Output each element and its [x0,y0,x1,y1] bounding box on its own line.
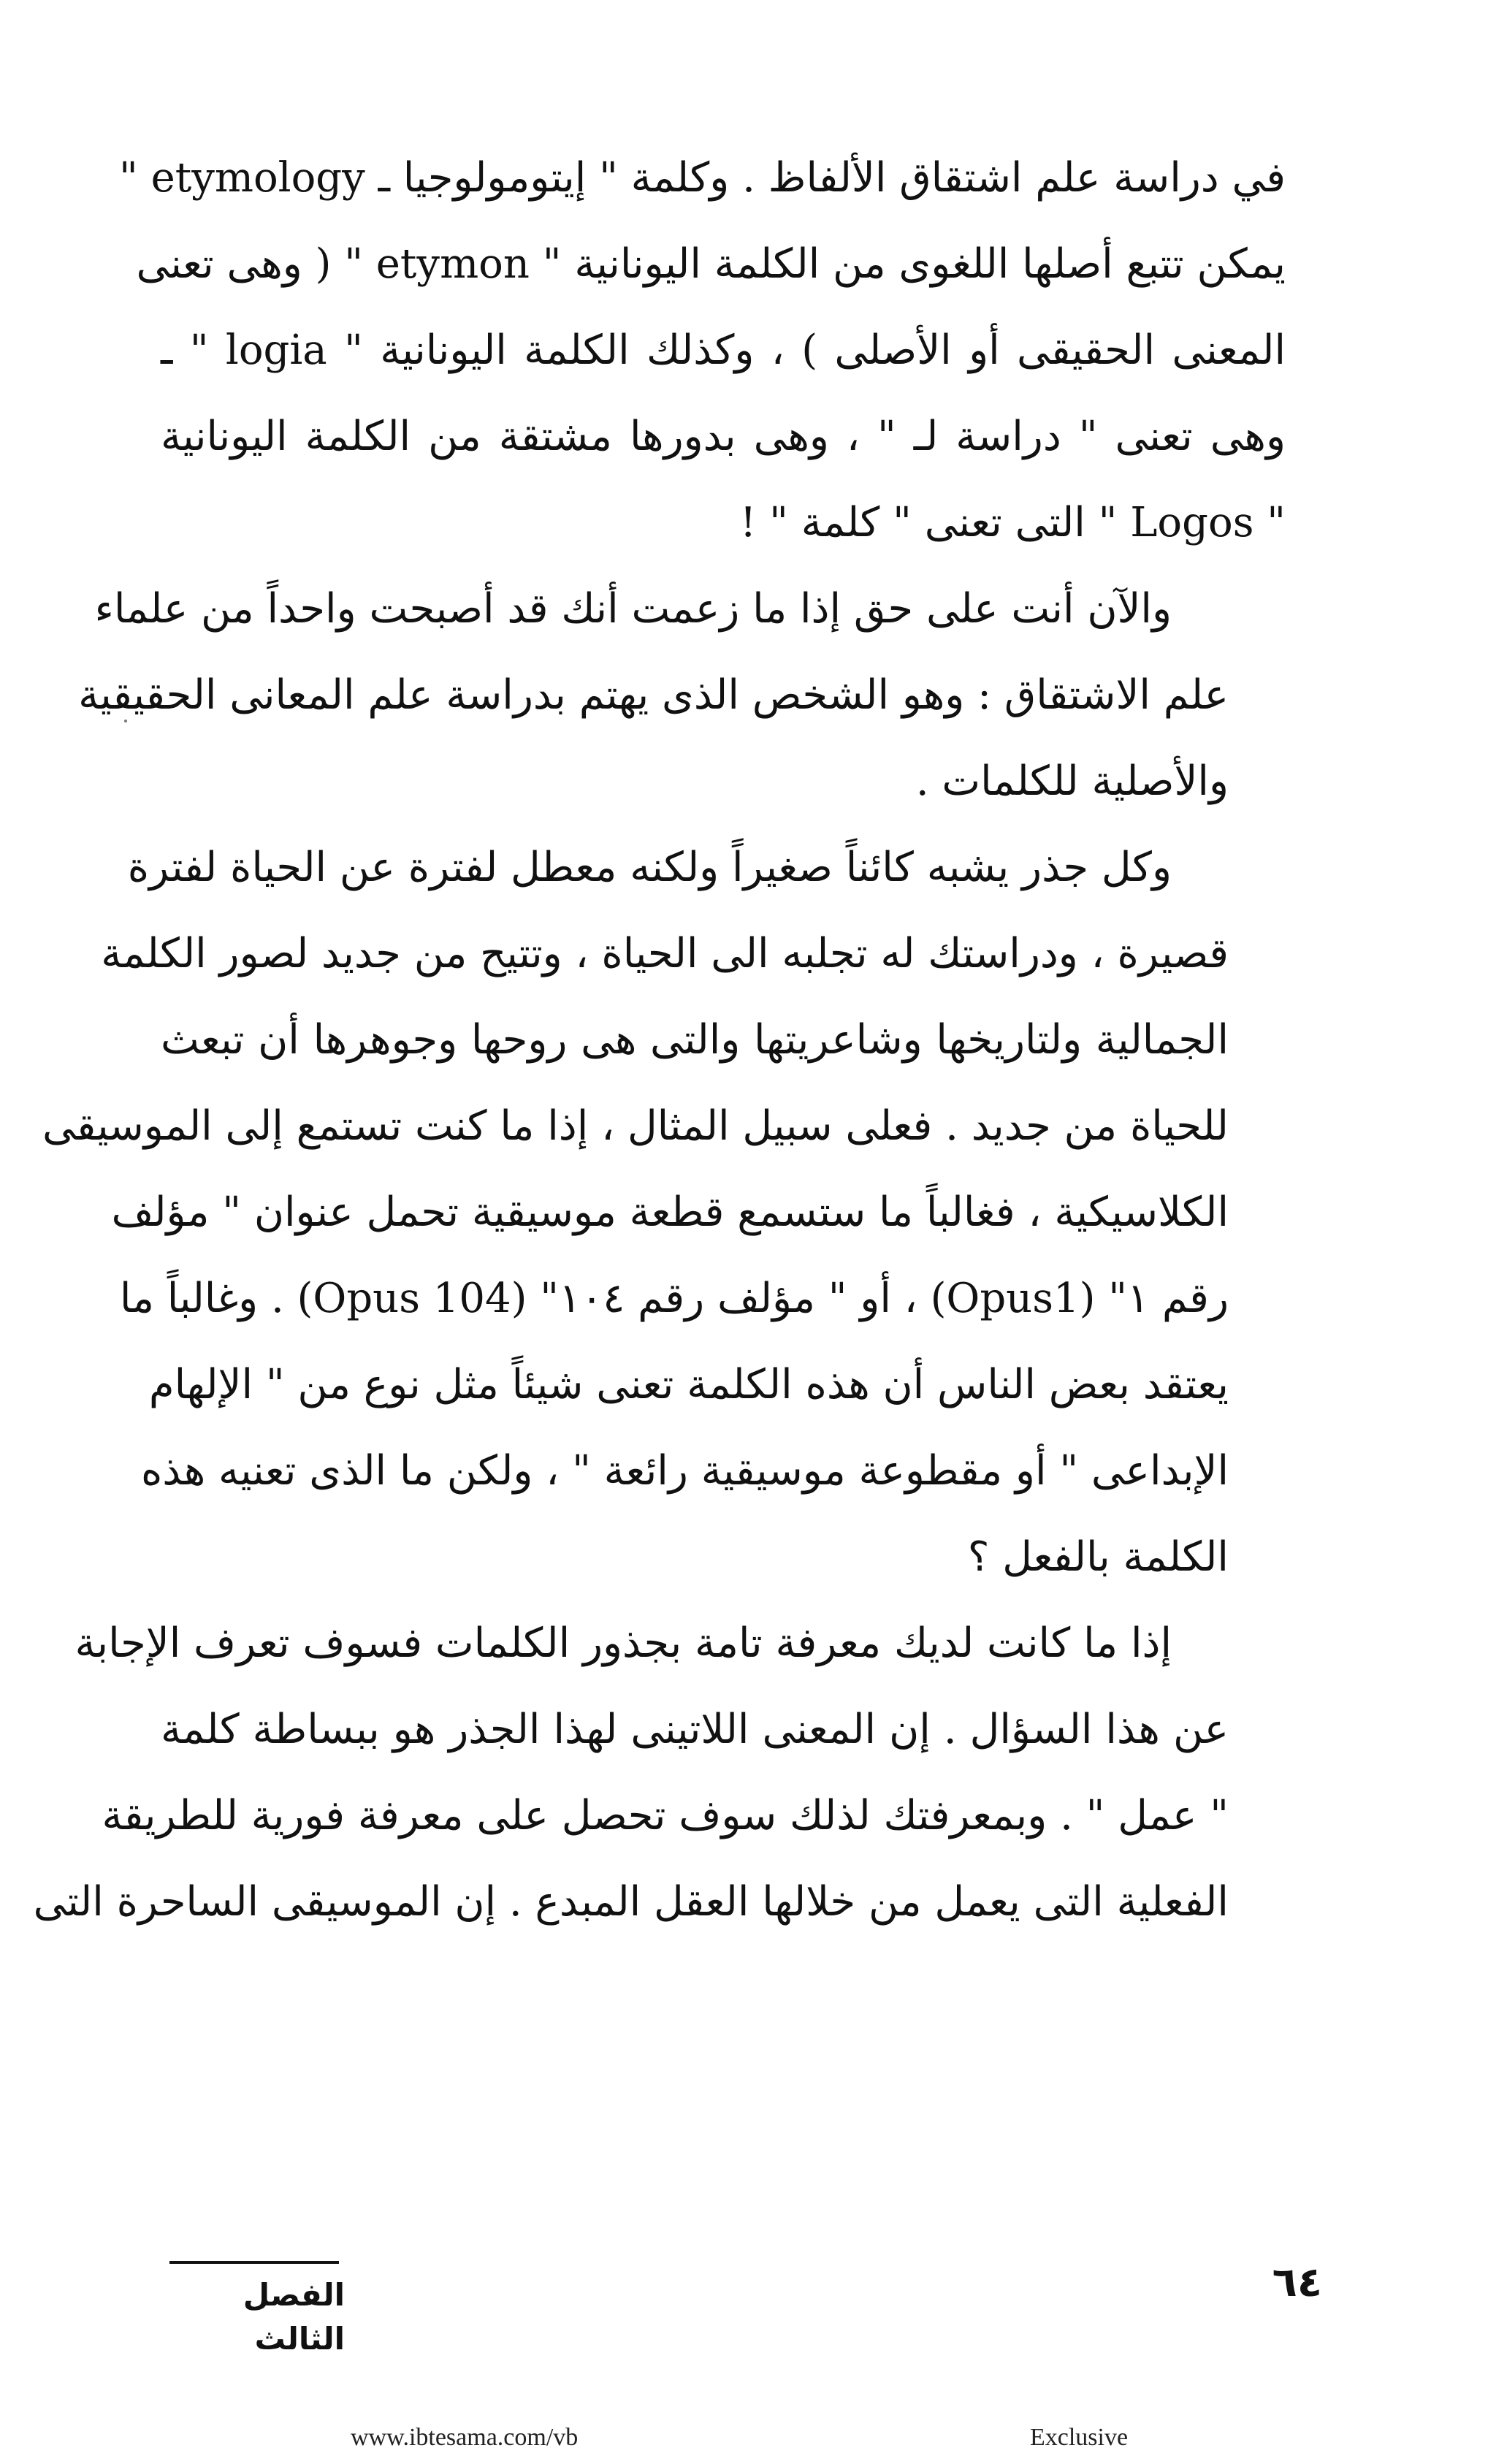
text-line: والآن أنت على حق إذا ما زعمت أنك قد أصبحت واحداً من علماء [94,585,1172,633]
text-line: وكل جذر يشبه كائناً صغيراً ولكنه معطل لفترة عن الحياة لفترة [127,844,1172,891]
watermark-url: www.ibtesama.com/vb [351,2424,579,2451]
text-line: في دراسة علم اشتقاق الألفاظ . وكلمة " إيتومولوجيا ـ etymology " [119,154,1286,202]
chapter-title: الفصل الثالث [243,2277,345,2357]
text-line: علم الاشتقاق : وهو الشخص الذى يهتم بدراسة علم المعانى الحقيقية [78,671,1229,719]
text-line: المعنى الحقيقى أو الأصلى ) ، وكذلك الكلمة اليونانية " logia " ـ [161,327,1286,374]
watermark-label: Exclusive [1030,2424,1129,2451]
text-line: للحياة من جديد . فعلى سبيل المثال ، إذا ما كنت تستمع إلى الموسيقى [42,1102,1229,1150]
body-text [33,135,1286,1945]
text-line: الجمالية ولتاريخها وشاعريتها والتى هى روحها وجوهرها أن تبعث [161,1016,1229,1064]
text-line: الكلاسيكية ، فغالباً ما ستسمع قطعة موسيقية تحمل عنوان " مؤلف [111,1189,1229,1236]
footer-rule [169,2261,339,2264]
paragraph [33,1601,1286,1945]
text-line: الإبداعى " أو مقطوعة موسيقية رائعة " ، ولكن ما الذى تعنيه هذه [140,1447,1229,1495]
text-line: والأصلية للكلمات . [915,758,1229,805]
text-line: إذا ما كانت لديك معرفة تامة بجذور الكلمات فسوف تعرف الإجابة [75,1620,1172,1667]
page-number: ٦٤ [1272,2259,1322,2306]
text-line: وهى تعنى " دراسة لـ " ، وهى بدورها مشتقة من الكلمة اليونانية [161,413,1286,460]
text-line: عن هذا السؤال . إن المعنى اللاتينى لهذا الجذر هو ببساطة كلمة [161,1706,1229,1753]
text-line: رقم ١" (Opus1) ، أو " مؤلف رقم ١٠٤" (Opus 104) . وغالباً ما [119,1275,1229,1322]
paragraph [42,825,1286,1601]
text-line: يمكن تتبع أصلها اللغوى من الكلمة اليونانية " etymon " ( وهى تعنى [136,240,1286,288]
paragraph [119,135,1286,566]
text-line: قصيرة ، ودراستك له تجلبه الى الحياة ، وتتيح من جديد لصور الكلمة [101,930,1229,977]
text-line: الفعلية التى يعمل من خلالها العقل المبدع . إن الموسيقى الساحرة التى [33,1878,1229,1926]
text-line: " عمل " . وبمعرفتك لذلك سوف تحصل على معرفة فورية للطريقة [102,1792,1229,1839]
text-line: الكلمة بالفعل ؟ [967,1533,1229,1581]
paragraph [78,566,1286,825]
text-line: يعتقد بعض الناس أن هذه الكلمة تعنى شيئاً مثل نوع من " الإلهام [148,1361,1229,1408]
text-line: " Logos " التى تعنى " كلمة " ! [739,499,1286,546]
